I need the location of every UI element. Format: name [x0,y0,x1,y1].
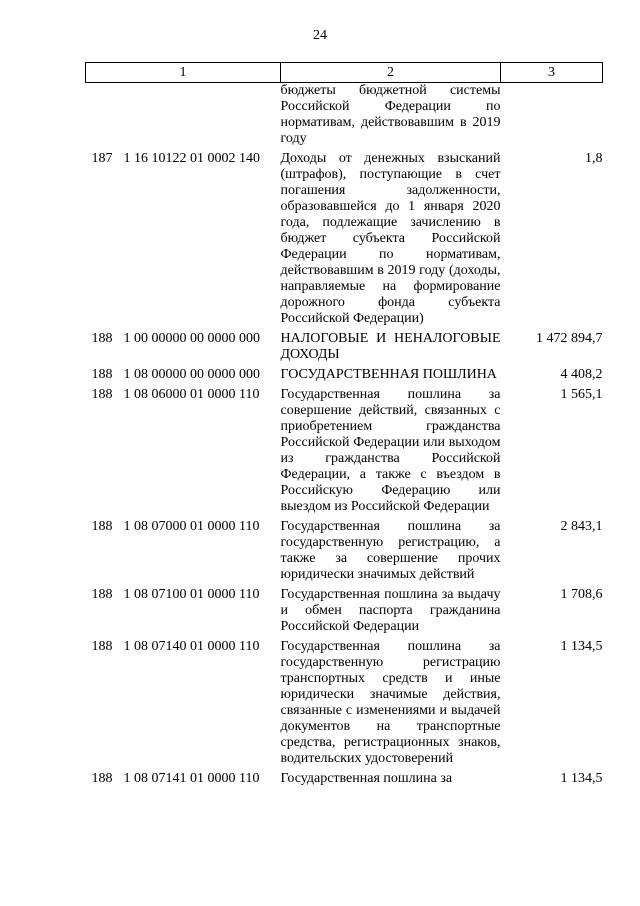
description-cell: бюджеты бюджетной системы Российской Федерации по нормативам, действовавшим в 2019 году [280,83,501,146]
table-row [86,771,603,787]
budget-code: 1 08 07141 01 0000 110 [123,771,260,786]
budget-code: 1 08 07000 01 0000 110 [123,519,260,534]
description-cell: Государственная пошлина за совершение действий, связанных с приобретением гражданства Российской Федерации или выходом из гражданства Российской Федерации, а также с въездом в Российскую Федерацию или выездом из Российской Федерации [280,387,501,514]
table-row [86,587,603,639]
amount-cell: 1,8 [585,151,603,166]
code-cell [86,387,281,519]
code-cell [86,367,281,387]
table-row [86,151,603,331]
amount-cell: 1 565,1 [560,387,603,402]
page-number: 24 [313,28,327,43]
admin-code: 188 [91,331,113,346]
admin-code: 188 [91,771,113,786]
header-col-3: 3 [501,63,603,83]
description-cell: НАЛОГОВЫЕ И НЕНАЛОГОВЫЕ ДОХОДЫ [280,331,501,362]
description-cell: Государственная пошлина за выдачу и обмен паспорта гражданина Российской Федерации [280,587,501,634]
header-col-2: 2 [281,63,501,83]
table-row [86,639,603,771]
amount-cell: 1 134,5 [560,771,603,786]
table-row [86,387,603,519]
code-cell [86,519,281,587]
table-row [86,331,603,367]
admin-code: 188 [91,519,113,534]
admin-code: 188 [91,639,113,654]
budget-code: 1 08 00000 00 0000 000 [123,367,260,382]
code-cell [86,587,281,639]
description-cell: Государственная пошлина за государственную регистрацию, а также за совершение прочих юридически значимых действий [280,519,501,582]
description-cell: Государственная пошлина за государственную регистрацию транспортных средств и иные юридически значимые действия, связанные с изменениями и выдачей документов на транспортные средства, регистрационных знаков, водительских удостоверений [280,639,501,766]
description-cell: Государственная пошлина за [280,771,453,786]
amount-cell: 1 472 894,7 [536,331,603,346]
amount-cell: 1 134,5 [560,639,603,654]
budget-code: 1 08 06000 01 0000 110 [123,387,260,402]
budget-code: 1 00 00000 00 0000 000 [123,331,260,346]
budget-code: 1 08 07140 01 0000 110 [123,639,260,654]
code-cell [86,771,281,787]
description-cell: ГОСУДАРСТВЕННАЯ ПОШЛИНА [280,367,497,382]
table-row [86,83,603,152]
code-cell [86,331,281,367]
description-cell: Доходы от денежных взысканий (штрафов), поступающие в счет погашения задолженности, образовавшейся до 1 января 2020 года, подлежащие зачислению в бюджет субъекта Российской Федерации по нормативам, действовавшим в 2019 году (доходы, направляемые на формирование дорожного фонда субъекта Российской Федерации) [280,151,501,326]
amount-cell: 4 408,2 [560,367,603,382]
amount-cell: 1 708,6 [560,587,603,602]
admin-code: 188 [91,387,113,402]
amount-cell: 2 843,1 [560,519,603,534]
code-cell [86,83,281,152]
code-cell [86,639,281,771]
budget-code: 1 16 10122 01 0002 140 [123,151,260,166]
code-cell [86,151,281,331]
admin-code: 188 [91,587,113,602]
budget-code: 1 08 07100 01 0000 110 [123,587,260,602]
table-header-row [86,63,603,83]
admin-code: 187 [91,151,113,166]
table-row [86,519,603,587]
admin-code: 188 [91,367,113,382]
amount-cell [501,83,603,152]
table-row [86,367,603,387]
header-col-1: 1 [86,63,281,83]
revenue-table [85,62,603,787]
